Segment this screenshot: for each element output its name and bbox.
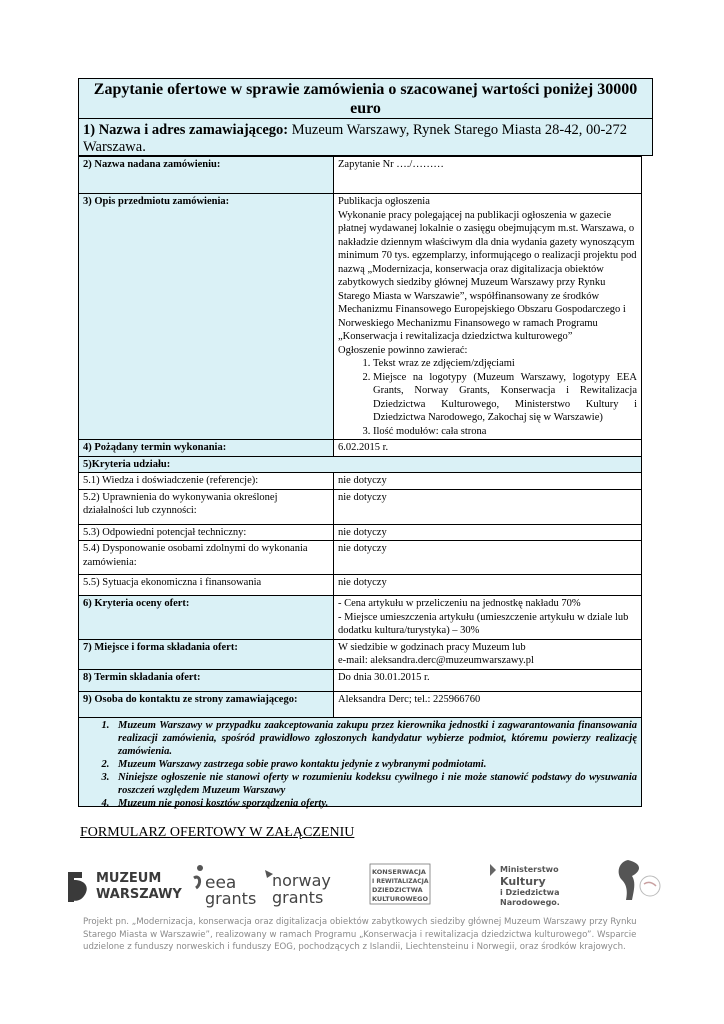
konserwacja-logo-line3: DZIEDZICTWA bbox=[372, 886, 423, 894]
criteria-4-value: nie dotyczy bbox=[334, 541, 642, 575]
evaluation-line1: - Cena artykułu w przeliczeniu na jednostkę nakładu 70% bbox=[338, 598, 581, 609]
criteria-3-label: 5.3) Odpowiedni potencjał techniczny: bbox=[79, 524, 334, 541]
deadline-value: 6.02.2015 r. bbox=[334, 440, 642, 457]
row-submission-deadline bbox=[79, 669, 642, 691]
ministerstwo-logo-line3: i Dziedzictwa bbox=[500, 888, 560, 897]
konserwacja-logo-line2: I REWITALIZACJA bbox=[372, 878, 429, 885]
note-item: 3. Niniejsze ogłoszenie nie stanowi oferty w rozumieniu kodeksu cywilnego i nie może stanowić podstawy do wysuwania roszczeń względem Muzeum Warszawy bbox=[112, 771, 637, 797]
norway-logo-line1: norway bbox=[272, 871, 331, 890]
row-contact bbox=[79, 691, 642, 718]
muzeum-logo-line2: WARSZAWY bbox=[96, 887, 182, 902]
evaluation-line2: - Miejsce umieszczenia artykułu (umieszczenie artykułu w dziale lub dodatku kultura/turystyka) – 30% bbox=[338, 611, 629, 636]
criteria-2-value: nie dotyczy bbox=[334, 489, 642, 524]
criteria-4-label: 5.4) Dysponowanie osobami zdolnymi do wykonania zamówienia: bbox=[79, 541, 334, 575]
konserwacja-logo-line1: KONSERWACJA bbox=[372, 868, 426, 876]
evaluation-label: 6) Kryteria oceny ofert: bbox=[83, 598, 190, 609]
notes-list bbox=[81, 719, 637, 810]
criteria-2-label: 5.2) Uprawnienia do wykonywania określonej działalności lub czynności: bbox=[79, 489, 334, 524]
muzeum-warszawy-logo bbox=[68, 871, 182, 902]
document-title bbox=[78, 78, 653, 119]
evaluation-cell bbox=[334, 596, 642, 640]
note-item: 2. Muzeum Warszawy zastrzega sobie prawo kontaktu jedynie z wybranymi podmiotami. bbox=[112, 758, 637, 771]
submission-deadline-label: 8) Termin składania ofert: bbox=[83, 671, 201, 683]
notes-box bbox=[78, 717, 642, 807]
eea-logo-line1: eea bbox=[205, 873, 237, 893]
ministerstwo-logo-line2: Kultury bbox=[500, 875, 546, 888]
konserwacja-logo bbox=[370, 864, 430, 904]
row-criteria-2 bbox=[79, 489, 642, 524]
criteria-5-value: nie dotyczy bbox=[334, 575, 642, 596]
row-order-name bbox=[79, 157, 642, 194]
criteria-1-value: nie dotyczy bbox=[334, 473, 642, 490]
note-item: 4. Muzeum nie ponosi kosztów sporządzenia oferty. bbox=[112, 797, 637, 810]
submission-deadline-value: Do dnia 30.01.2015 r. bbox=[334, 669, 642, 691]
ministerstwo-logo-line1: Ministerstwo bbox=[500, 865, 559, 874]
row-submission bbox=[79, 639, 642, 669]
request-table bbox=[78, 156, 642, 719]
criteria-5-label: 5.5) Sytuacja ekonomiczna i finansowania bbox=[79, 575, 334, 596]
konserwacja-logo-line4: KULTUROWEGO bbox=[372, 895, 428, 903]
muzeum-logo-line1: MUZEUM bbox=[96, 871, 162, 886]
submission-cell bbox=[334, 639, 642, 669]
project-footer: Projekt pn. „Modernizacja, konserwacja oraz digitalizacja obiektów zabytkowych siedziby głównej Muzeum Warszawy przy Rynku Starego Miasta w Warszawie”, realizowany w ramach Programu „Konserwacja i rewitalizacja dziedzictwa kulturowego”. Wsparcie udzielone z funduszy norweskich i funduszy EOG, pochodzących z Islandii, Liechtensteinu i Norwegii, oraz środków krajowych. bbox=[83, 917, 637, 952]
description-cell bbox=[334, 194, 642, 440]
row-evaluation bbox=[79, 596, 642, 640]
description-paragraph: Wykonanie pracy polegającej na publikacji ogłoszenia w gazecie płatnej wydawanej lokalnie o zasięgu obejmującym m.st. Warszawa, o nakładzie dziennym właściwym dla dnia wydania gazety wynoszącym minimum 70 tys. egzemplarzy, informującego o realizacji projektu pod nazwą „Modernizacja, konserwacja oraz digitalizacja obiektów zabytkowych siedziby głównej Muzeum Warszawy przy Rynku Starego Miasta w Warszawie”, współfinansowany ze środków Mechanizmu Finansowego Europejskiego Obszaru Gospodarczego i Norweskiego Mechanizmu Finansowego w ramach Programu „Konserwacja i rewitalizacja dziedzictwa kulturowego” bbox=[338, 209, 637, 342]
criteria-1-label: 5.1) Wiedza i doświadczenie (referencje): bbox=[79, 473, 334, 490]
submission-label: 7) Miejsce i forma składania ofert: bbox=[83, 641, 238, 653]
deadline-label: 4) Pożądany termin wykonania: bbox=[83, 442, 227, 453]
list-item: 2. Miejsce na logotypy (Muzeum Warszawy, logotypy EEA Grants, Norway Grants, Konserwacja i Rewitalizacja Dziedzictwa Kulturowego, Ministerstwo Kultury i Dziedzictwa Narodowego, Zakochaj się w Warszawie) bbox=[373, 371, 637, 425]
description-label: 3) Opis przedmiotu zamówienia: bbox=[83, 196, 230, 207]
list-item: 3. Ilość modułów: cała strona bbox=[373, 425, 637, 439]
note-item: 1. Muzeum Warszawy w przypadku zaakceptowania zakupu przez kierownika jednostki i zagwarantowania finansowania realizacji zamówienia, spośród prawidłowo zgłoszonych kandydatur wybierze podmiot, któremu powierzy realizację zamówienia. bbox=[112, 719, 637, 758]
description-intro: Ogłoszenie powinno zawierać: bbox=[338, 344, 468, 356]
criteria-header: 5)Kryteria udziału: bbox=[83, 458, 171, 470]
ministerstwo-logo bbox=[490, 864, 560, 907]
norway-grants-logo bbox=[265, 870, 331, 907]
contact-label: 9) Osoba do kontaktu ze strony zamawiającego: bbox=[83, 693, 298, 705]
description-line1: Publikacja ogłoszenia bbox=[338, 196, 430, 207]
row-criteria-4 bbox=[79, 541, 642, 575]
orderer-label: 1) Nazwa i adres zamawiającego: bbox=[83, 122, 289, 138]
row-criteria-header bbox=[79, 456, 642, 473]
row-criteria-5 bbox=[79, 575, 642, 596]
sponsor-logos bbox=[60, 850, 680, 910]
zakochaj-sie-logo bbox=[619, 860, 660, 900]
submission-line1: W siedzibie w godzinach pracy Muzeum lub bbox=[338, 641, 526, 653]
order-name-label: 2) Nazwa nadana zamówieniu: bbox=[83, 159, 221, 170]
row-criteria-3 bbox=[79, 524, 642, 541]
submission-email: e-mail: aleksandra.derc@muzeumwarszawy.pl bbox=[338, 655, 534, 666]
title-text: Zapytanie ofertowe w sprawie zamówienia o szacowanej wartości poniżej 30000 euro bbox=[93, 81, 638, 117]
norway-logo-line2: grants bbox=[272, 888, 324, 907]
row-deadline bbox=[79, 440, 642, 457]
row-criteria-1 bbox=[79, 473, 642, 490]
orderer-section bbox=[78, 119, 653, 156]
row-description bbox=[79, 194, 642, 440]
list-item: 1. Tekst wraz ze zdjęciem/zdjęciami bbox=[373, 357, 637, 371]
description-list bbox=[338, 357, 637, 438]
orderer-value: Muzeum Warszawy, Rynek Starego Miasta 28-42, 00-272 Warszawa. bbox=[83, 122, 628, 155]
criteria-3-value: nie dotyczy bbox=[334, 524, 642, 541]
order-name-value: Zapytanie Nr …./……… bbox=[334, 157, 642, 194]
formular-heading: FORMULARZ OFERTOWY W ZAŁĄCZENIU bbox=[80, 825, 355, 840]
contact-value: Aleksandra Derc; tel.: 225966760 bbox=[334, 691, 642, 718]
eea-logo-line2: grants bbox=[205, 889, 257, 908]
eea-grants-logo bbox=[194, 865, 256, 908]
ministerstwo-logo-line4: Narodowego. bbox=[500, 898, 560, 907]
